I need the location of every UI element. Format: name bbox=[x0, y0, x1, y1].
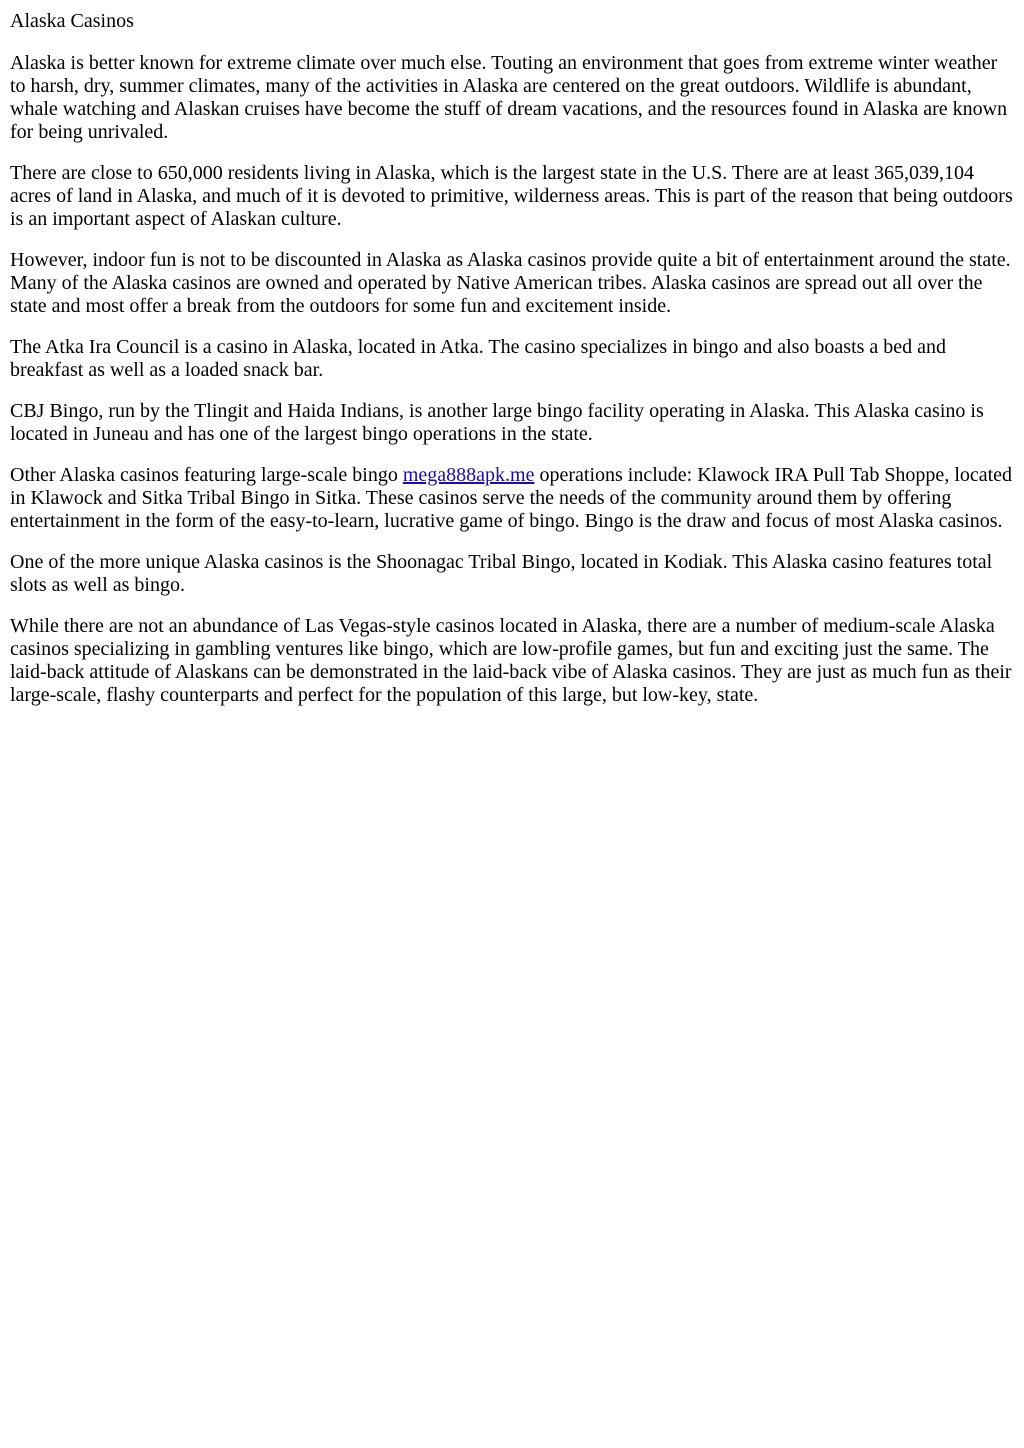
page-title: Alaska Casinos bbox=[10, 10, 134, 32]
paragraph-atka: The Atka Ira Council is a casino in Alaska, located in Atka. The casino specializes in bingo and also boasts a bed and breakfast as well as a loaded snack bar. bbox=[10, 336, 947, 381]
paragraph-indoor-fun: However, indoor fun is not to be discounted in Alaska as Alaska casinos provide quite a bit of entertainment around the state. Many of the Alaska casinos are owned and operated by Native American tribes. Alaska casinos are spread out all over the state and most offer a break from the outdoors for some fun and excitement inside. bbox=[10, 249, 1011, 317]
paragraph-conclusion: While there are not an abundance of Las Vegas-style casinos located in Alaska, there are a number of medium-scale Alaska casinos specializing in gambling ventures like bingo, which are low-profile games, but fun and exciting just the same. The laid-back attitude of Alaskans can be demonstrated in the laid-back vibe of Alaska casinos. They are just as much fun as their large-scale, flashy counterparts and perfect for the population of this large, but low-key, state. bbox=[10, 615, 1012, 706]
paragraph-text-before-link: Other Alaska casinos featuring large-scale bingo bbox=[10, 464, 403, 486]
paragraph-residents: There are close to 650,000 residents living in Alaska, which is the largest state in the U.S. There are at least 365,039,104 acres of land in Alaska, and much of it is devoted to primitive, wilderness areas. This is part of the reason that being outdoors is an important aspect of Alaskan culture. bbox=[10, 162, 1013, 230]
paragraph-shoonagac: One of the more unique Alaska casinos is the Shoonagac Tribal Bingo, located in Kodiak. This Alaska casino features total slots as well as bingo. bbox=[10, 551, 993, 596]
paragraph-other-casinos bbox=[10, 464, 1014, 533]
mega888apk-link[interactable]: mega888apk.me bbox=[402, 464, 535, 486]
paragraph-climate: Alaska is better known for extreme climate over much else. Touting an environment that goes from extreme winter weather to harsh, dry, summer climates, many of the activities in Alaska are centered on the great outdoors. Wildlife is abundant, whale watching and Alaskan cruises have become the stuff of dream vacations, and the resources found in Alaska are known for being unrivaled. bbox=[10, 52, 1008, 143]
paragraph-cbj-bingo: CBJ Bingo, run by the Tlingit and Haida Indians, is another large bingo facility operating in Alaska. This Alaska casino is located in Juneau and has one of the largest bingo operations in the state. bbox=[10, 400, 984, 445]
paragraph-text-after-link: operations include: Klawock IRA Pull Tab Shoppe, located in Klawock and Sitka Tribal Bingo in Sitka. These casinos serve the needs of the community around them by offering entertainment in the form of the easy-to-learn, lucrative game of bingo. Bingo is the draw and focus of most Alaska casinos. bbox=[10, 464, 1013, 532]
